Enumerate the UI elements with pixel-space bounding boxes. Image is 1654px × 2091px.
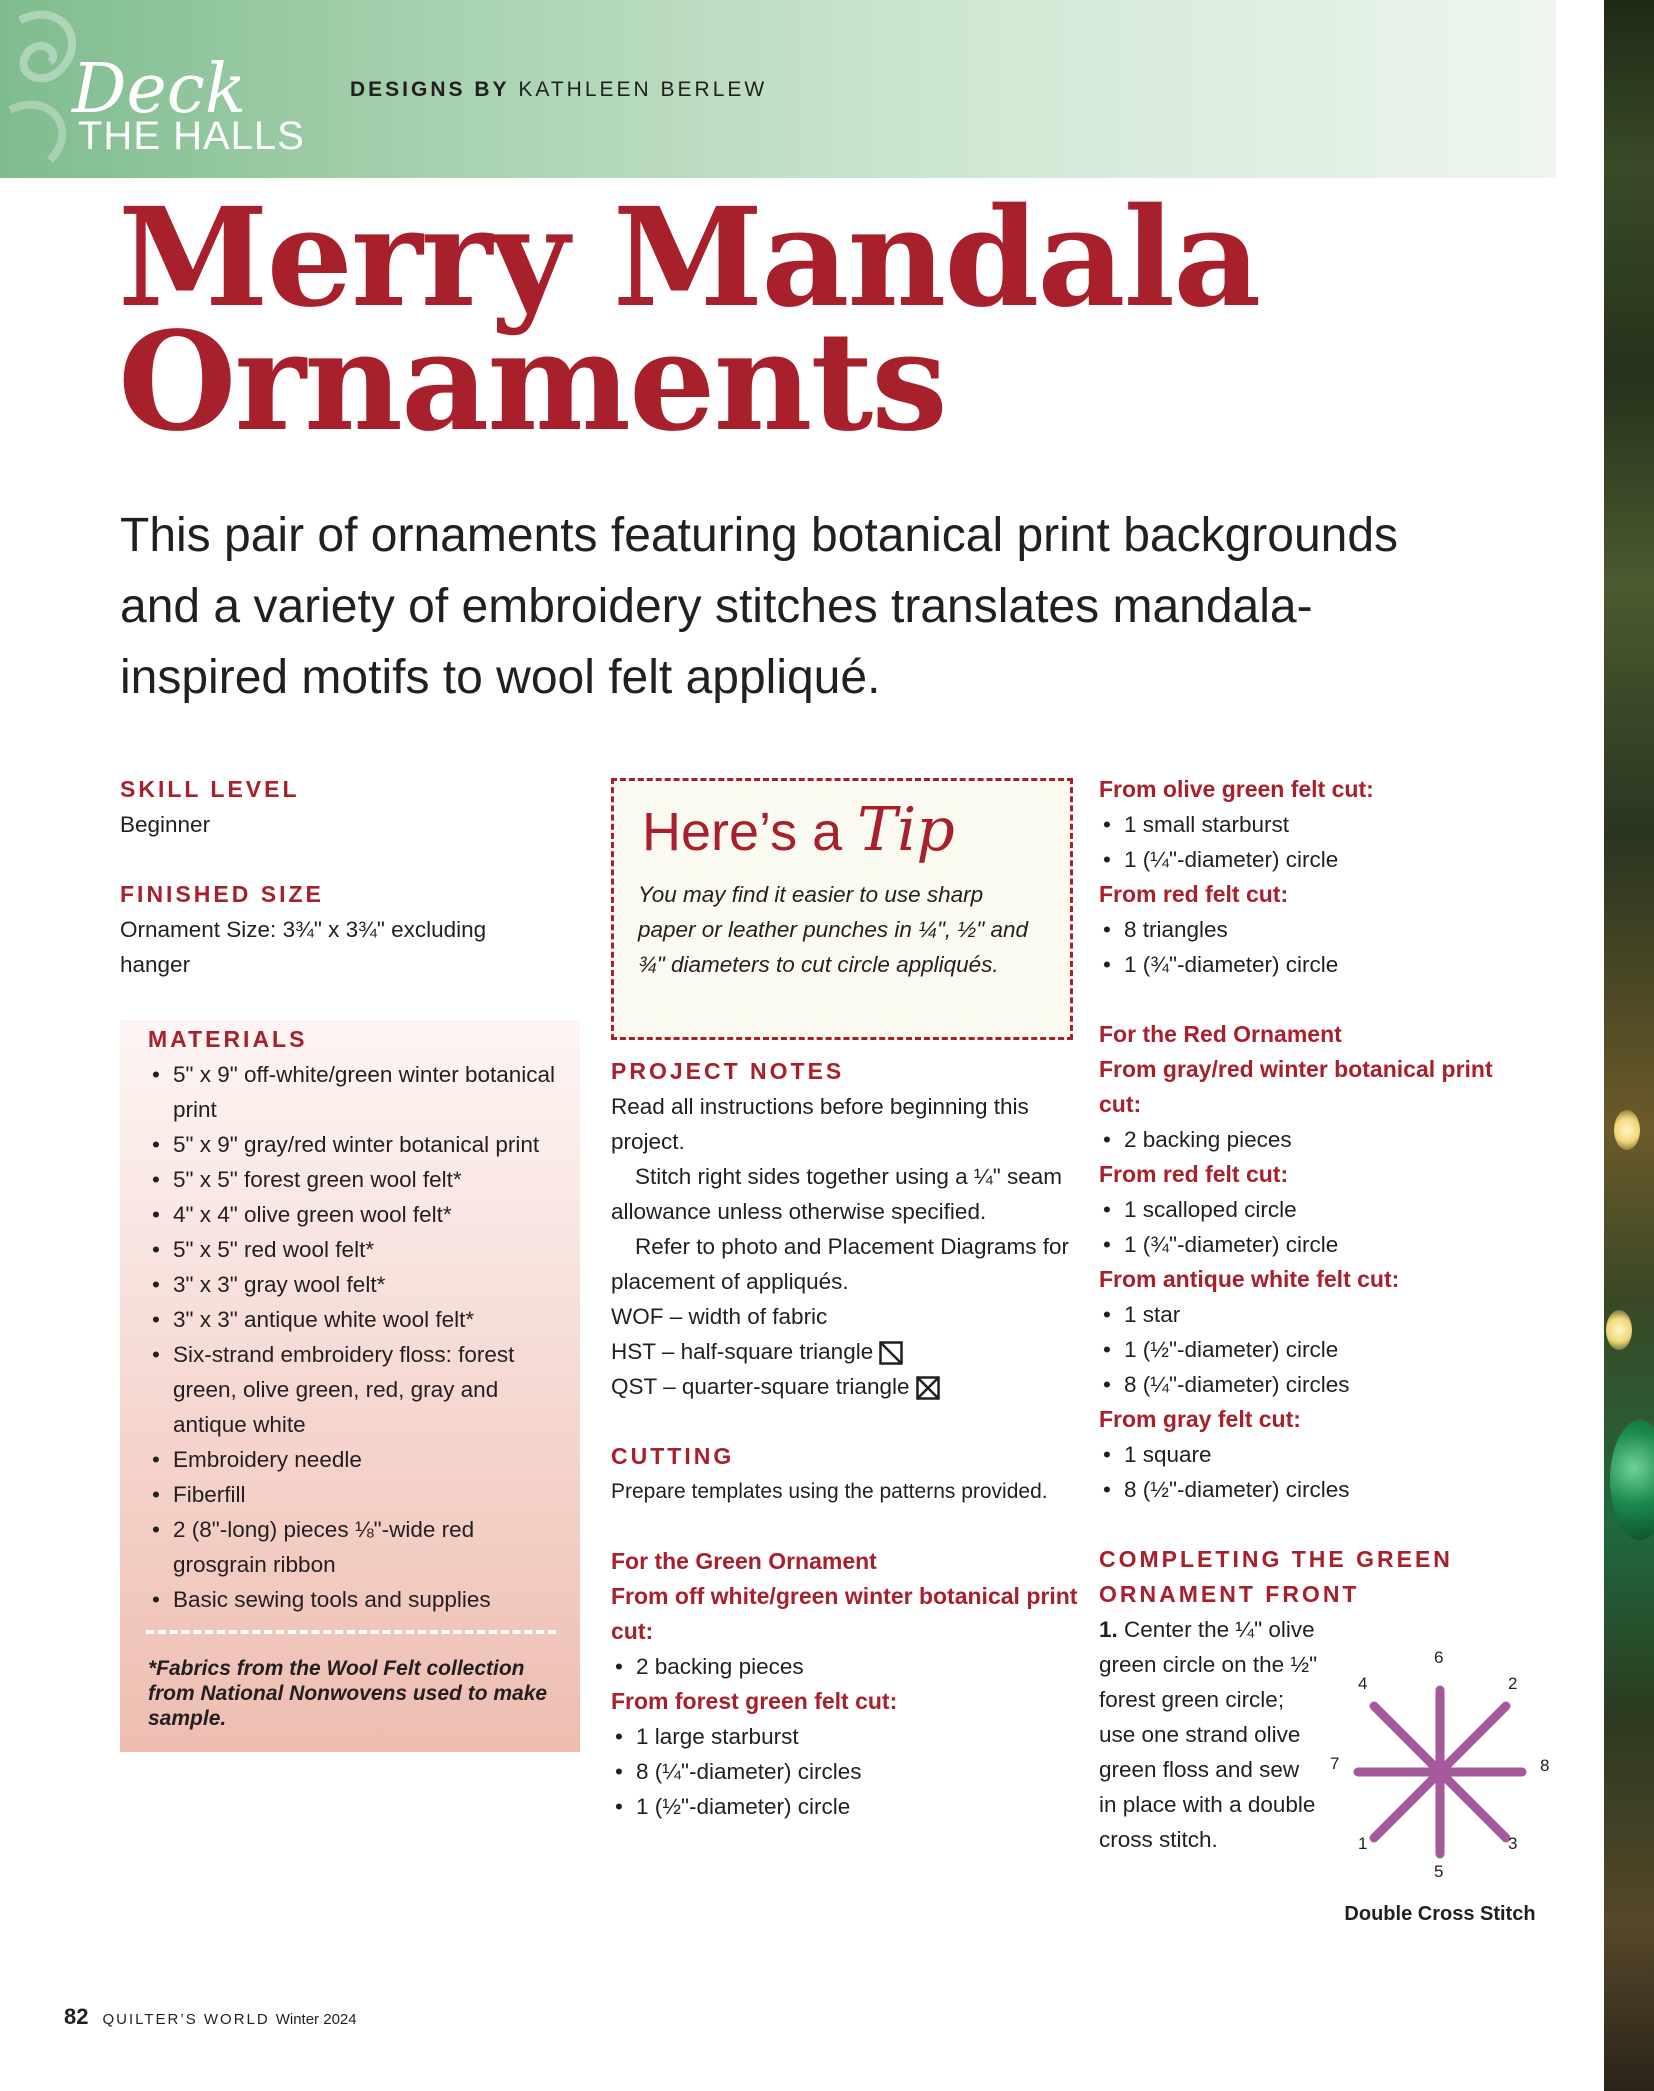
list-item [611,1649,1081,1684]
bullet-icon: • [1103,1442,1111,1467]
cut-list [1099,1192,1569,1262]
double-cross-stitch-diagram [1320,1640,1560,1930]
stitch-label-2: 2 [1508,1674,1518,1693]
series-deck-logo: Deck [72,50,247,129]
bullet-icon: • [152,1132,160,1157]
list-item [1099,912,1569,947]
list-item [611,1789,1081,1824]
stitch-drawing [1320,1640,1560,1900]
step-text: Center the ¼" olive green circle on the ½" forest green circle; use one strand olive green floss and sew in place with a double cross stitch. [1099,1617,1318,1852]
list-item-text: 1 small starburst [1124,812,1290,837]
list-item [148,1232,568,1267]
stitch-label-7: 7 [1330,1754,1340,1773]
bullet-icon: • [1103,1372,1111,1397]
tip-title-prefix: Here’s a [642,802,843,862]
abbr-hst-text: HST – half-square triangle [611,1339,874,1364]
list-item [1099,1192,1569,1227]
bullet-icon: • [152,1237,160,1262]
bullet-icon: • [152,1062,160,1087]
materials-heading: MATERIALS [148,1026,308,1052]
materials-box [120,1020,580,1752]
list-item [1099,947,1569,982]
materials-note: *Fabrics from the Wool Felt collection from National Nonwovens used to make sample. [148,1657,548,1730]
list-item [1099,1367,1569,1402]
list-item-text: 1 large starburst [636,1724,799,1749]
cut-group-heading: From olive green felt cut: [1099,776,1374,802]
list-item [148,1337,568,1442]
bullet-icon: • [615,1724,623,1749]
string-light-image [1606,1310,1632,1350]
project-notes-p3: Refer to photo and Placement Diagrams for placement of appliqués. [611,1234,1069,1294]
list-item [611,1719,1081,1754]
list-item [148,1057,568,1127]
article-lede: This pair of ornaments featuring botanical print backgrounds and a variety of embroidery stitches translates mandala-inspired motifs to wool felt appliqué. [120,509,1399,704]
bullet-icon: • [615,1654,623,1679]
list-item [1099,1297,1569,1332]
cut-group-heading: From forest green felt cut: [611,1688,898,1714]
bullet-icon: • [1103,952,1111,977]
page-footer [64,2004,357,2030]
finished-size-heading: FINISHED SIZE [120,881,324,907]
series-halls-logo: THE HALLS [78,114,305,158]
abbr-wof: WOF – width of fabric [611,1304,828,1329]
list-item-text: 1 scalloped circle [1124,1197,1297,1222]
completing-step-1 [1099,1612,1321,1857]
completing-heading-line-2: ORNAMENT FRONT [1099,1581,1360,1607]
qst-icon [916,1376,940,1400]
bullet-icon: • [152,1167,160,1192]
tip-title-word: Tip [857,795,955,865]
list-item [1099,1472,1569,1507]
list-item-text: 1 square [1124,1442,1212,1467]
cut-list [611,1719,1081,1824]
list-item [148,1162,568,1197]
cut-group-heading: From antique white felt cut: [1099,1266,1400,1292]
cut-list [1099,1122,1569,1157]
stitch-label-4: 4 [1358,1674,1368,1693]
cut-group-heading: From off white/green winter botanical print cut: [611,1583,1078,1644]
bullet-icon: • [1103,1232,1111,1257]
list-item [148,1197,568,1232]
list-item [1099,1227,1569,1262]
bullet-icon: • [152,1587,160,1612]
list-item-text: 8 triangles [1124,917,1228,942]
bullet-icon: • [1103,1302,1111,1327]
list-item-text: Six-strand embroidery floss: forest green, olive green, red, gray and antique white [173,1342,515,1437]
step-number: 1. [1099,1617,1118,1642]
list-item [1099,807,1569,842]
bullet-icon: • [152,1307,160,1332]
list-item-text: Embroidery needle [173,1447,362,1472]
list-item-text: 2 backing pieces [636,1654,804,1679]
tip-title [642,795,955,867]
abbr-qst-text: QST – quarter-square triangle [611,1374,910,1399]
article-title [118,178,1260,462]
list-item-text: 5" x 9" off-white/green winter botanical print [173,1062,556,1122]
project-notes-p2: Stitch right sides together using a ¼" seam allowance unless otherwise specified. [611,1164,1062,1224]
bullet-icon: • [1103,1477,1111,1502]
list-item-text: 1 (¾"-diameter) circle [1124,952,1339,977]
list-item-text: 3" x 3" gray wool felt* [173,1272,386,1297]
column-2 [611,1054,1081,1824]
title-line-1: Merry Mandala [118,178,1260,338]
list-item [148,1127,568,1162]
magazine-name: QUILTER’S WORLD [102,2011,270,2028]
stitch-label-5: 5 [1434,1862,1444,1881]
stitch-label-3: 3 [1508,1834,1518,1853]
skill-level-heading: SKILL LEVEL [120,776,300,802]
hst-icon [879,1341,903,1365]
cut-group-heading: From red felt cut: [1099,881,1289,907]
bullet-icon: • [152,1272,160,1297]
stitch-label-8: 8 [1540,1756,1550,1775]
cutting-intro: Prepare templates using the patterns provided. [611,1480,1048,1503]
list-item-text: Fiberfill [173,1482,246,1507]
designer-credit [350,78,767,102]
list-item [1099,1332,1569,1367]
bullet-icon: • [1103,1337,1111,1362]
list-item [148,1582,568,1617]
bullet-icon: • [152,1342,160,1367]
red-ornament-heading: For the Red Ornament [1099,1021,1342,1047]
cut-group-heading: From red felt cut: [1099,1161,1289,1187]
list-item-text: 8 (¼"-diameter) circles [1124,1372,1350,1397]
list-item-text: 4" x 4" olive green wool felt* [173,1202,452,1227]
finished-size-value: Ornament Size: 3¾" x 3¾" excluding hanger [120,917,487,977]
list-item [611,1754,1081,1789]
cut-group-heading: From gray/red winter botanical print cut: [1099,1056,1493,1117]
decorative-photo-strip [1604,0,1654,2091]
stitch-label-6: 6 [1434,1648,1444,1667]
list-item-text: 5" x 5" red wool felt* [173,1237,375,1262]
bullet-icon: • [615,1759,623,1784]
green-ornament-image [1610,1420,1654,1540]
bullet-icon: • [1103,1197,1111,1222]
cut-list [1099,1297,1569,1402]
bullet-icon: • [152,1482,160,1507]
project-notes-heading: PROJECT NOTES [611,1058,845,1084]
list-item-text: 1 star [1124,1302,1181,1327]
list-item-text: Basic sewing tools and supplies [173,1587,491,1612]
list-item-text: 8 (½"-diameter) circles [1124,1477,1350,1502]
page-number: 82 [64,2004,89,2029]
tip-body: You may find it easier to use sharp paper or leather punches in ¼", ½" and ¾" diameters to cut circle appliqués. [638,882,1028,977]
cut-list [1099,912,1569,982]
materials-list [148,1057,568,1617]
abbr-qst [611,1369,1081,1404]
bullet-icon: • [1103,812,1111,837]
bullet-icon: • [152,1517,160,1542]
list-item [148,1302,568,1337]
diagram-caption: Double Cross Stitch [1344,1903,1536,1925]
abbr-hst [611,1334,1081,1369]
bullet-icon: • [1103,1127,1111,1152]
list-item [148,1477,568,1512]
completing-heading-line-1: COMPLETING THE GREEN [1099,1546,1453,1572]
list-item [148,1267,568,1302]
string-light-image [1614,1110,1640,1150]
cut-list [611,1649,1081,1684]
column-1 [120,772,580,982]
bullet-icon: • [152,1202,160,1227]
cutting-heading: CUTTING [611,1443,735,1469]
bullet-icon: • [1103,917,1111,942]
green-ornament-heading: For the Green Ornament [611,1548,877,1574]
list-item-text: 5" x 5" forest green wool felt* [173,1167,462,1192]
bullet-icon: • [615,1794,623,1819]
title-line-2: Ornaments [118,302,946,462]
designer-name: KATHLEEN BERLEW [518,78,768,101]
list-item [1099,1122,1569,1157]
skill-level-value: Beginner [120,812,211,837]
cut-list [1099,807,1569,877]
list-item [148,1512,568,1582]
list-item-text: 5" x 9" gray/red winter botanical print [173,1132,540,1157]
header-band [0,0,1556,178]
list-item [1099,842,1569,877]
cut-list [1099,1437,1569,1507]
stitch-label-1: 1 [1358,1834,1368,1853]
list-item-text: 1 (¾"-diameter) circle [1124,1232,1339,1257]
list-item [1099,1437,1569,1472]
list-item [148,1442,568,1477]
project-notes-p1: Read all instructions before beginning this project. [611,1094,1029,1154]
list-item-text: 1 (½"-diameter) circle [1124,1337,1339,1362]
list-item-text: 2 backing pieces [1124,1127,1292,1152]
tip-box [611,778,1073,1040]
list-item-text: 1 (¼"-diameter) circle [1124,847,1339,872]
materials-divider [146,1630,556,1634]
list-item-text: 3" x 3" antique white wool felt* [173,1307,475,1332]
list-item-text: 8 (¼"-diameter) circles [636,1759,862,1784]
issue-label: Winter 2024 [275,2011,357,2028]
list-item-text: 2 (8"-long) pieces ⅛"-wide red grosgrain ribbon [173,1517,475,1577]
bullet-icon: • [152,1447,160,1472]
list-item-text: 1 (½"-diameter) circle [636,1794,851,1819]
bullet-icon: • [1103,847,1111,872]
designs-label: DESIGNS BY [350,78,510,101]
cut-group-heading: From gray felt cut: [1099,1406,1301,1432]
